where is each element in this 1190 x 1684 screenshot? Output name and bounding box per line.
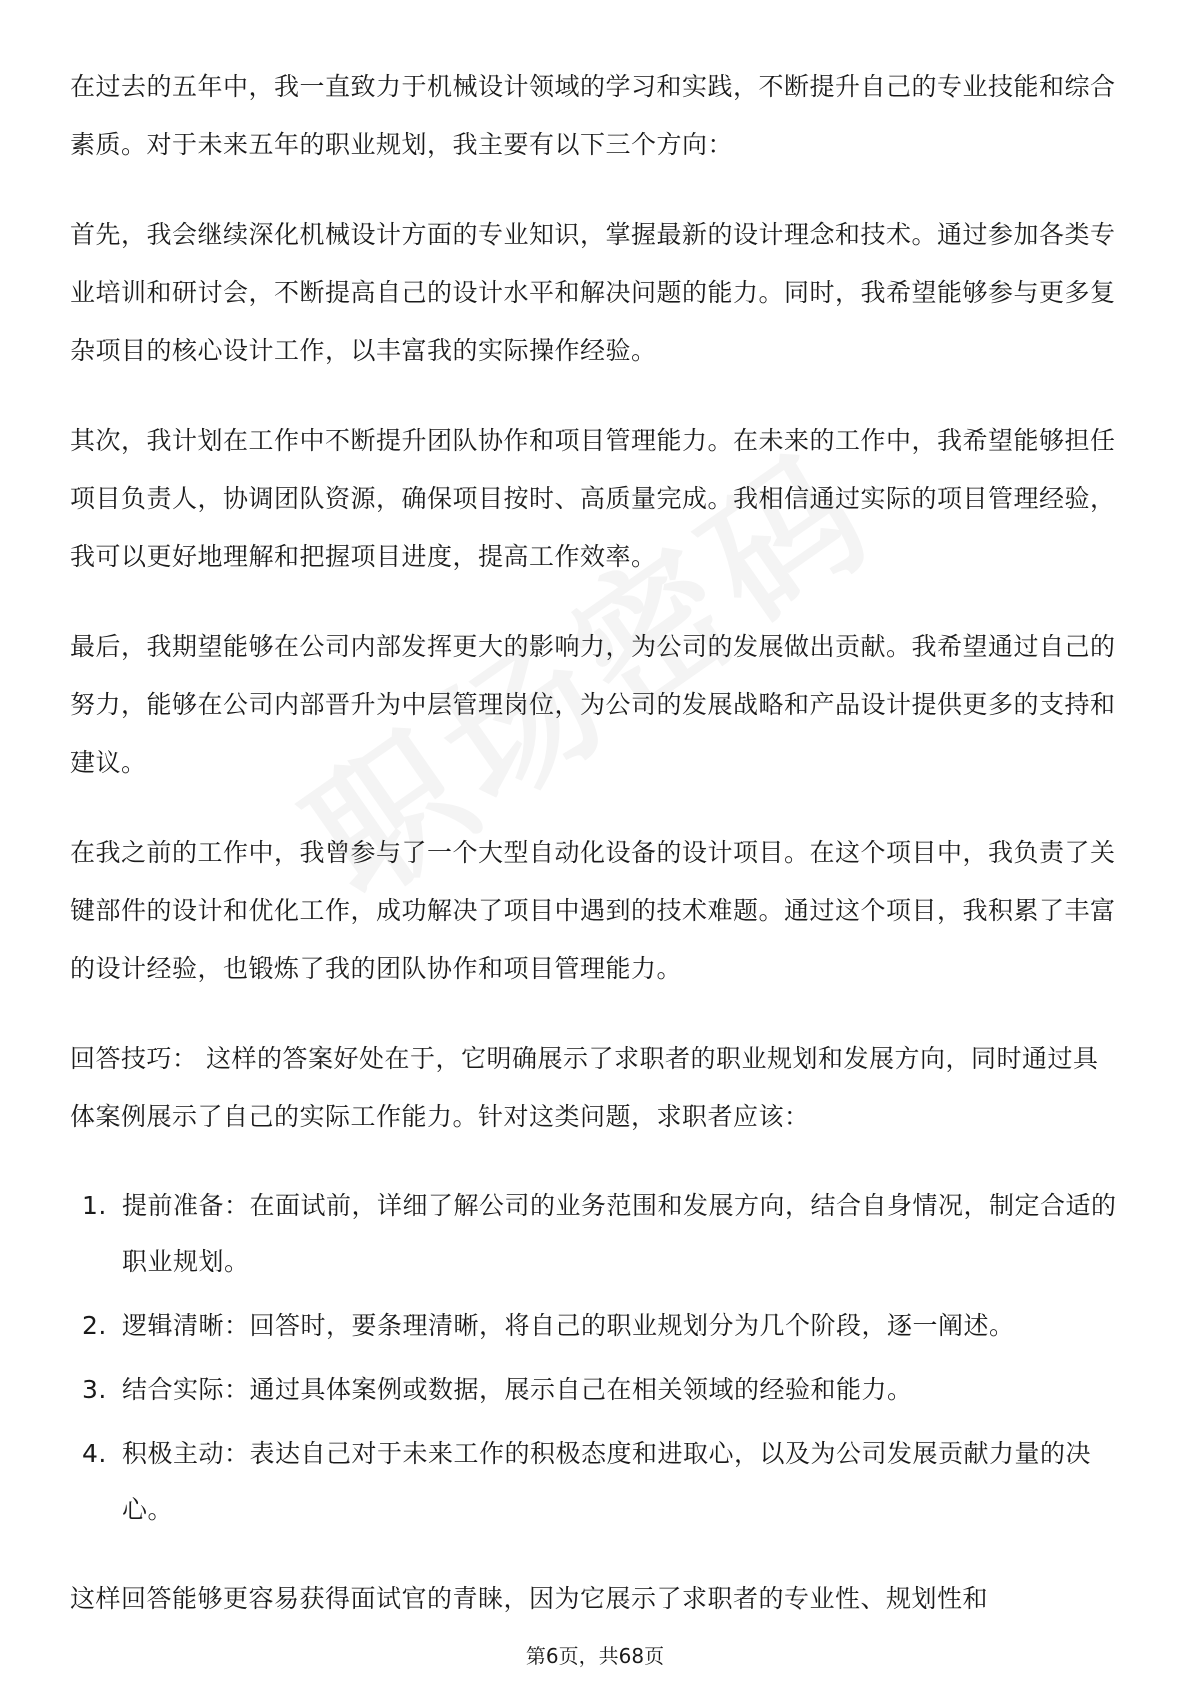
paragraph-tips: 回答技巧： 这样的答案好处在于，它明确展示了求职者的职业规划和发展方向，同时通过具体案例展示了自己的实际工作能力。针对这类问题，求职者应该： xyxy=(70,1044,1099,1131)
list-item-number: 2. xyxy=(82,1311,107,1340)
paragraph-last: 最后，我期望能够在公司内部发挥更大的影响力，为公司的发展做出贡献。我希望通过自己的努力，能够在公司内部晋升为中层管理岗位，为公司的发展战略和产品设计提供更多的支持和建议。 xyxy=(70,632,1116,777)
paragraph-experience: 在我之前的工作中，我曾参与了一个大型自动化设备的设计项目。在这个项目中，我负责了关键部件的设计和优化工作，成功解决了项目中遇到的技术难题。通过这个项目，我积累了丰富的设计经验，也锻炼了我的团队协作和项目管理能力。 xyxy=(70,838,1116,983)
list-item xyxy=(70,1426,1120,1538)
list-item-text: 提前准备：在面试前，详细了解公司的业务范围和发展方向，结合自身情况，制定合适的职业规划。 xyxy=(122,1191,1117,1276)
document-body xyxy=(70,58,1120,1660)
paragraph-first: 首先，我会继续深化机械设计方面的专业知识，掌握最新的设计理念和技术。通过参加各类专业培训和研讨会，不断提高自己的设计水平和解决问题的能力。同时，我希望能够参与更多复杂项目的核心设计工作，以丰富我的实际操作经验。 xyxy=(70,220,1116,365)
tips-list xyxy=(70,1178,1120,1538)
paragraph-intro: 在过去的五年中，我一直致力于机械设计领域的学习和实践，不断提升自己的专业技能和综合素质。对于未来五年的职业规划，我主要有以下三个方向： xyxy=(70,72,1116,159)
paragraph-second: 其次，我计划在工作中不断提升团队协作和项目管理能力。在未来的工作中，我希望能够担任项目负责人，协调团队资源，确保项目按时、高质量完成。我相信通过实际的项目管理经验，我可以更好地理解和把握项目进度，提高工作效率。 xyxy=(70,426,1116,571)
list-item-number: 1. xyxy=(82,1191,107,1220)
list-item-number: 4. xyxy=(82,1439,107,1468)
list-item-text: 逻辑清晰：回答时，要条理清晰，将自己的职业规划分为几个阶段，逐一阐述。 xyxy=(122,1311,1015,1340)
page-footer: 第6页，共68页 xyxy=(525,1644,665,1668)
list-item xyxy=(70,1178,1120,1290)
list-item-number: 3. xyxy=(82,1375,107,1404)
list-item-text: 结合实际：通过具体案例或数据，展示自己在相关领域的经验和能力。 xyxy=(122,1375,913,1404)
list-item xyxy=(70,1362,1120,1418)
paragraph-closing: 这样回答能够更容易获得面试官的青睐，因为它展示了求职者的专业性、规划性和 xyxy=(70,1584,989,1613)
list-item xyxy=(70,1298,1120,1354)
list-item-text: 积极主动：表达自己对于未来工作的积极态度和进取心，以及为公司发展贡献力量的决心。 xyxy=(122,1439,1092,1524)
